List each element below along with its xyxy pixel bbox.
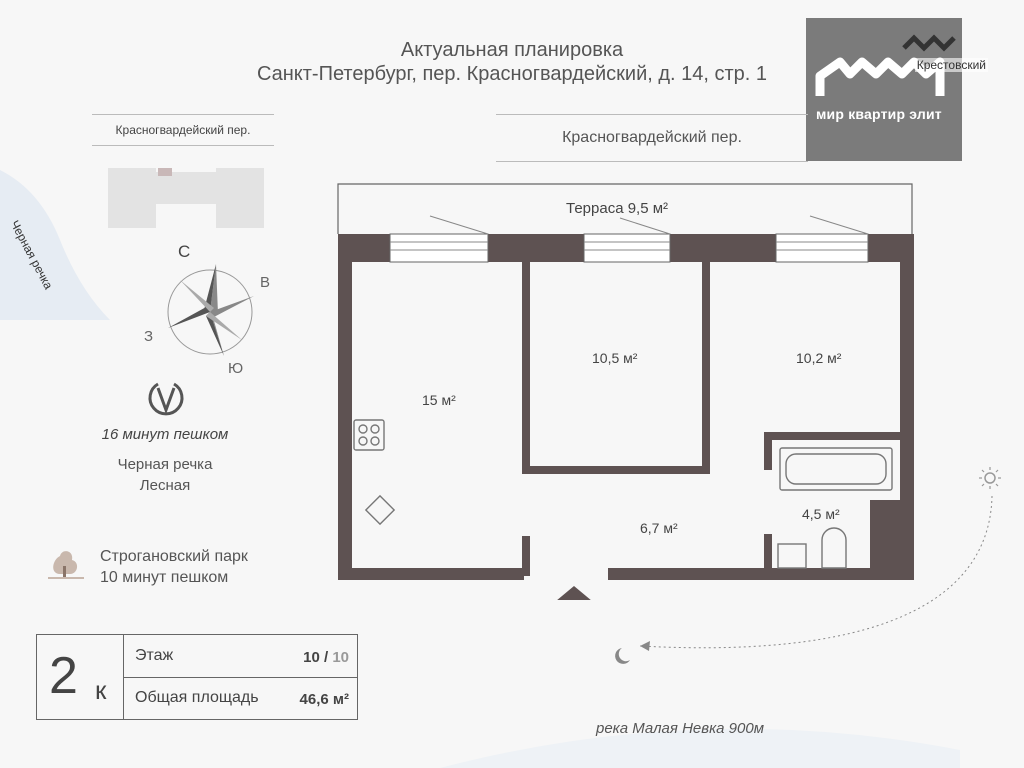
street-label-big: Красногвардейский пер. xyxy=(496,114,808,162)
floor-total: 10 xyxy=(332,649,349,666)
metro-icon xyxy=(146,380,186,418)
floor-current: 10 xyxy=(303,649,320,666)
room-area-label: 10,5 м² xyxy=(592,350,638,366)
compass-north-label: С xyxy=(178,242,191,261)
title-line-2: Санкт-Петербург, пер. Красногвардейский, д. 14, стр. 1 xyxy=(256,63,768,85)
apartment-info-box xyxy=(36,634,358,720)
compass-star-icon xyxy=(150,244,280,374)
rooms-count: 2 xyxy=(49,647,78,705)
floor-separator: / xyxy=(319,649,333,666)
moon-icon xyxy=(615,648,630,664)
floor-value xyxy=(303,649,349,666)
rooms-suffix: к xyxy=(95,675,107,705)
room-area-label: 6,7 м² xyxy=(640,520,678,536)
metro-stations xyxy=(60,454,270,496)
area-value: 46,6 м² xyxy=(299,691,349,708)
park-info xyxy=(100,546,248,588)
compass-south-label: Ю xyxy=(228,360,244,377)
metro-station: Черная речка xyxy=(117,456,213,473)
sun-path-arc xyxy=(600,470,1010,690)
river-distance-label: река Малая Невка 900м xyxy=(595,720,764,737)
building-footprint xyxy=(108,168,264,228)
logo-subtitle: Крестовский xyxy=(916,58,986,72)
street-label-small: Красногвардейский пер. xyxy=(92,114,274,146)
area-row xyxy=(123,677,357,719)
logo-mark-icon xyxy=(806,18,962,161)
metro-station: Лесная xyxy=(139,477,191,494)
compass-east-label: В xyxy=(260,274,271,291)
river-side-label: Черная речка xyxy=(7,218,56,292)
terrace-label: Терраса 9,5 м² xyxy=(566,200,669,217)
floor-row xyxy=(123,635,357,678)
room-area-label: 4,5 м² xyxy=(802,506,840,522)
room-area-label: 10,2 м² xyxy=(796,350,842,366)
metro-walk-time: 16 минут пешком xyxy=(101,426,229,443)
compass-west-label: З xyxy=(144,328,154,345)
title-line-1: Актуальная планировка xyxy=(400,39,624,61)
park-walk-time: 10 минут пешком xyxy=(100,569,229,586)
compass-rose xyxy=(144,242,280,377)
floor-label: Этаж xyxy=(135,647,174,664)
agency-logo xyxy=(806,18,986,161)
logo-name: мир квартир элит xyxy=(816,106,942,122)
park-name: Строгановский парк xyxy=(100,548,248,565)
park-tree-icon xyxy=(46,546,86,580)
room-area-label: 15 м² xyxy=(422,392,456,408)
area-label: Общая площадь xyxy=(135,689,259,706)
